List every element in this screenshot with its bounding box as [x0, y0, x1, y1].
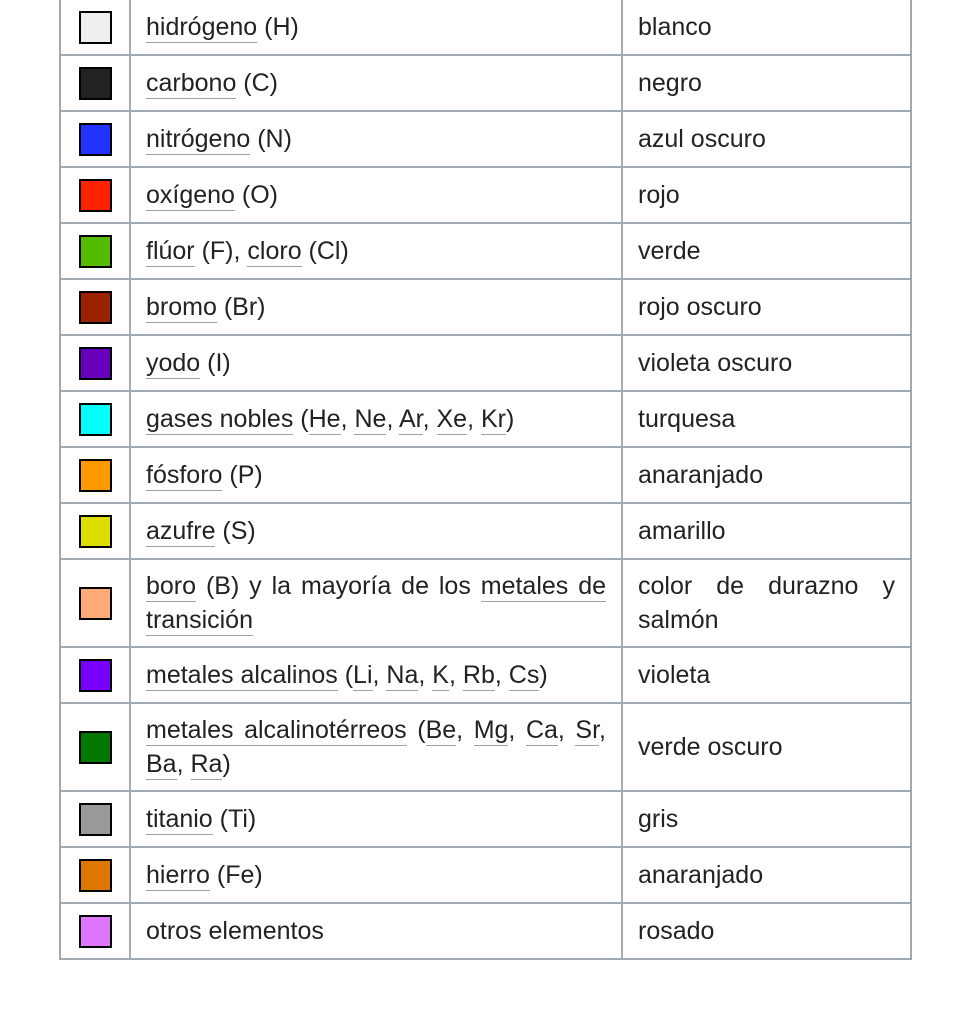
- element-link[interactable]: gases nobles: [146, 405, 294, 433]
- color-name-cell: rojo: [622, 167, 911, 223]
- element-text: ): [539, 661, 548, 689]
- element-link[interactable]: hidrógeno: [146, 13, 258, 41]
- element-link[interactable]: Cs: [508, 661, 540, 689]
- element-text: (C): [236, 69, 279, 97]
- color-swatch: [79, 11, 112, 44]
- color-swatch-cell: [60, 791, 130, 847]
- element-text: ): [222, 750, 231, 778]
- table-row: [60, 903, 911, 959]
- color-swatch: [79, 347, 112, 380]
- element-link[interactable]: Ba: [146, 750, 177, 778]
- element-text: ,: [422, 405, 437, 433]
- table-row: [60, 391, 911, 447]
- element-cell: [130, 335, 622, 391]
- element-text: (: [406, 716, 426, 744]
- color-swatch: [79, 123, 112, 156]
- element-link[interactable]: Ca: [525, 716, 558, 744]
- element-text: (Cl): [301, 237, 349, 265]
- element-link[interactable]: Ne: [354, 405, 387, 433]
- element-link[interactable]: oxígeno: [146, 181, 235, 209]
- color-name-cell: violeta oscuro: [622, 335, 911, 391]
- color-name-cell: turquesa: [622, 391, 911, 447]
- color-swatch-cell: [60, 559, 130, 647]
- color-swatch-cell: [60, 55, 130, 111]
- element-link[interactable]: bromo: [146, 293, 217, 321]
- element-link[interactable]: yodo: [146, 349, 201, 377]
- element-cell: [130, 647, 622, 703]
- element-cell: [130, 223, 622, 279]
- element-text: (F),: [194, 237, 248, 265]
- color-swatch: [79, 587, 112, 620]
- table-row: [60, 503, 911, 559]
- color-swatch-cell: [60, 223, 130, 279]
- table-row: [60, 647, 911, 703]
- color-swatch: [79, 459, 112, 492]
- table-body: [60, 0, 911, 959]
- element-link[interactable]: Kr: [481, 405, 506, 433]
- element-text: ,: [508, 716, 526, 744]
- element-text: (I): [200, 349, 231, 377]
- element-link[interactable]: carbono: [146, 69, 237, 97]
- element-text: ,: [494, 661, 509, 689]
- element-link[interactable]: hierro: [146, 861, 210, 889]
- color-name-cell: anaranjado: [622, 847, 911, 903]
- element-text: (Br): [216, 293, 266, 321]
- color-swatch: [79, 859, 112, 892]
- element-color-table: [59, 0, 912, 960]
- color-swatch-cell: [60, 703, 130, 791]
- element-link[interactable]: Mg: [473, 716, 509, 744]
- element-cell: [130, 903, 622, 959]
- element-link[interactable]: Rb: [462, 661, 495, 689]
- table-row: [60, 111, 911, 167]
- color-swatch-cell: [60, 503, 130, 559]
- element-text: (H): [257, 13, 299, 41]
- color-swatch-cell: [60, 167, 130, 223]
- element-cell: [130, 847, 622, 903]
- element-text: (N): [250, 125, 292, 153]
- element-text: ,: [467, 405, 481, 433]
- element-text: ,: [448, 661, 463, 689]
- color-name-cell: rosado: [622, 903, 911, 959]
- color-name-cell: verde: [622, 223, 911, 279]
- color-swatch-cell: [60, 111, 130, 167]
- color-swatch: [79, 67, 112, 100]
- element-text: ,: [176, 750, 191, 778]
- element-text: ,: [340, 405, 355, 433]
- element-text: (: [337, 661, 354, 689]
- element-text: otros elementos: [146, 917, 324, 945]
- element-text: (Fe): [209, 861, 263, 889]
- table-row: [60, 223, 911, 279]
- color-swatch-cell: [60, 335, 130, 391]
- color-name-cell: azul oscuro: [622, 111, 911, 167]
- table-row: [60, 0, 911, 55]
- table-row: [60, 447, 911, 503]
- element-link[interactable]: cloro: [247, 237, 302, 265]
- element-text: (Ti): [212, 805, 257, 833]
- color-swatch: [79, 235, 112, 268]
- element-link[interactable]: metales alcalinotérreos: [146, 716, 407, 744]
- element-link[interactable]: azufre: [146, 517, 216, 545]
- element-cell: [130, 791, 622, 847]
- element-text: (B) y la mayoría de los: [196, 572, 481, 600]
- table-row: [60, 167, 911, 223]
- element-link[interactable]: metales alcalinos: [146, 661, 338, 689]
- table-row: [60, 847, 911, 903]
- element-link[interactable]: Sr: [575, 716, 600, 744]
- color-swatch: [79, 915, 112, 948]
- color-swatch-cell: [60, 447, 130, 503]
- color-name-cell: violeta: [622, 647, 911, 703]
- color-swatch: [79, 803, 112, 836]
- element-cell: [130, 703, 622, 791]
- element-link[interactable]: titanio: [146, 805, 213, 833]
- element-cell: [130, 559, 622, 647]
- element-text: (S): [215, 517, 256, 545]
- element-cell: [130, 279, 622, 335]
- element-link[interactable]: K: [432, 661, 449, 689]
- table-row: [60, 791, 911, 847]
- color-swatch: [79, 515, 112, 548]
- table-row: [60, 703, 911, 791]
- element-text: ,: [418, 661, 433, 689]
- element-link[interactable]: flúor: [146, 237, 195, 265]
- color-swatch: [79, 291, 112, 324]
- element-link[interactable]: He: [308, 405, 341, 433]
- element-cell: [130, 167, 622, 223]
- color-swatch-cell: [60, 647, 130, 703]
- color-name-cell: rojo oscuro: [622, 279, 911, 335]
- element-link[interactable]: Be: [425, 716, 457, 744]
- element-cell: [130, 111, 622, 167]
- element-text: ,: [557, 716, 576, 744]
- element-cell: [130, 0, 622, 55]
- color-swatch-cell: [60, 847, 130, 903]
- element-text: (P): [222, 461, 263, 489]
- element-link[interactable]: metales de transición: [146, 572, 606, 634]
- element-text: ,: [599, 716, 606, 744]
- color-name-cell: anaranjado: [622, 447, 911, 503]
- color-name-cell: verde oscuro: [622, 703, 911, 791]
- element-cell: [130, 447, 622, 503]
- color-name-cell: negro: [622, 55, 911, 111]
- element-cell: [130, 503, 622, 559]
- element-link[interactable]: Na: [386, 661, 419, 689]
- color-swatch-cell: [60, 391, 130, 447]
- color-name-cell: color de durazno y salmón: [622, 559, 911, 647]
- color-swatch-cell: [60, 279, 130, 335]
- table-row: [60, 279, 911, 335]
- table-row: [60, 335, 911, 391]
- element-text: ,: [456, 716, 474, 744]
- element-link[interactable]: Ra: [190, 750, 223, 778]
- element-text: (: [293, 405, 309, 433]
- color-swatch: [79, 731, 112, 764]
- element-text: ,: [386, 405, 399, 433]
- element-link[interactable]: nitrógeno: [146, 125, 251, 153]
- element-link[interactable]: boro: [146, 572, 197, 600]
- element-link[interactable]: fósforo: [146, 461, 223, 489]
- element-text: ): [506, 405, 515, 433]
- element-link[interactable]: Xe: [436, 405, 468, 433]
- color-swatch-cell: [60, 0, 130, 55]
- element-cell: [130, 391, 622, 447]
- element-link[interactable]: Li: [353, 661, 373, 689]
- color-name-cell: blanco: [622, 0, 911, 55]
- table-row: [60, 559, 911, 647]
- color-swatch-cell: [60, 903, 130, 959]
- element-text: (O): [234, 181, 279, 209]
- color-name-cell: amarillo: [622, 503, 911, 559]
- element-cell: [130, 55, 622, 111]
- element-text: ,: [372, 661, 387, 689]
- color-name-cell: gris: [622, 791, 911, 847]
- color-swatch: [79, 659, 112, 692]
- color-swatch: [79, 179, 112, 212]
- table-row: [60, 55, 911, 111]
- element-link[interactable]: Ar: [398, 405, 423, 433]
- color-swatch: [79, 403, 112, 436]
